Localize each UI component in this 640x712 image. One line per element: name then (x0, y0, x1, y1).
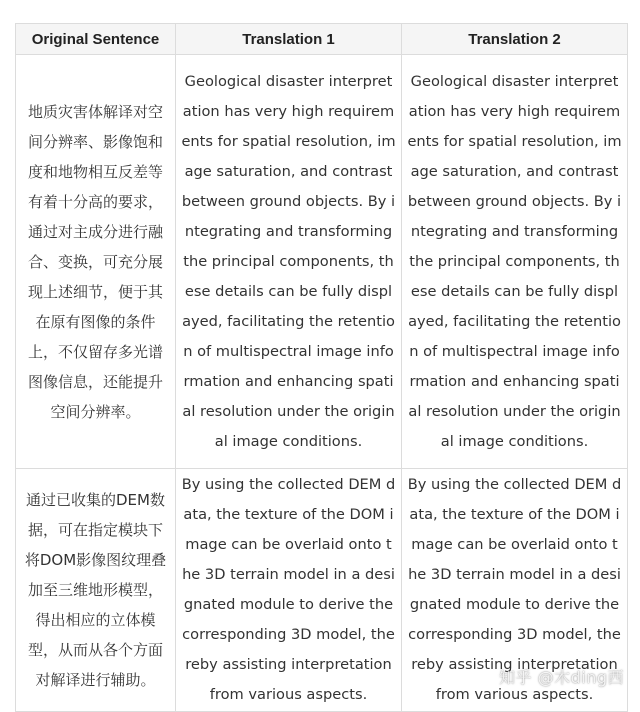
table-row (16, 55, 628, 469)
translation-1-cell: Geological disaster interpretation has very high requirements for spatial resolution, image saturation, and contrast between ground objects. By integrating and transforming the principal components, these details can be fully displayed, facilitating the retention of multispectral image information and enhancing spatial resolution under the original image conditions. (176, 55, 402, 469)
table-header (16, 24, 628, 55)
translation-1-cell: By using the collected DEM data, the texture of the DOM image can be overlaid onto the 3D terrain model in a designated module to derive the corresponding 3D model, thereby assisting interpretation from various aspects. (176, 469, 402, 712)
translation-table (15, 23, 628, 712)
table-body (16, 55, 628, 712)
header-row (16, 24, 628, 55)
original-sentence-cell: 通过已收集的DEM数据，可在指定模块下将DOM影像图纹理叠加至三维地形模型，得出相应的立体模型，从而从各个方面对解译进行辅助。 (16, 469, 176, 712)
original-sentence-cell: 地质灾害体解译对空间分辨率、影像饱和度和地物相互反差等有着十分高的要求，通过对主成分进行融合、变换，可充分展现上述细节，便于其在原有图像的条件上，不仅留存多光谱图像信息，还能提升空间分辨率。 (16, 55, 176, 469)
translation-2-cell: Geological disaster interpretation has very high requirements for spatial resolution, image saturation, and contrast between ground objects. By integrating and transforming the principal components, these details can be fully displayed, facilitating the retention of multispectral image information and enhancing spatial resolution under the original image conditions. (402, 55, 628, 469)
header-translation-2: Translation 2 (402, 24, 628, 55)
header-translation-1: Translation 1 (176, 24, 402, 55)
header-original-sentence: Original Sentence (16, 24, 176, 55)
zhihu-watermark: 知乎 @木ding西 (499, 668, 624, 687)
translation-2-cell: By using the collected DEM data, the texture of the DOM image can be overlaid onto the 3D terrain model in a designated module to derive the corresponding 3D model, thereby assisting interpretation from various aspects. (402, 469, 628, 712)
